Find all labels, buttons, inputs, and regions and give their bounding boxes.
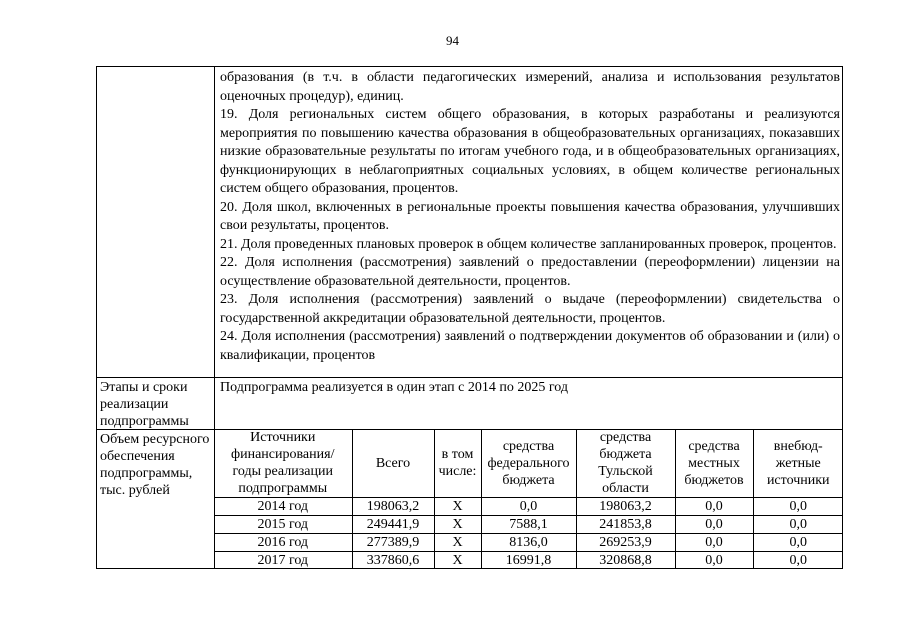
cell-total: 337860,6 xyxy=(352,552,434,570)
header-including: в том числе: xyxy=(434,429,481,498)
header-extrabudget: внебюд-жетные источники xyxy=(753,429,843,498)
table-row xyxy=(214,498,843,516)
cell-regional: 320868,8 xyxy=(576,552,675,570)
header-total: Всего xyxy=(352,429,434,498)
cell-extrabudget: 0,0 xyxy=(753,552,843,570)
cell-including: X xyxy=(434,516,481,534)
cell-regional: 241853,8 xyxy=(576,516,675,534)
funding-table xyxy=(214,429,843,569)
cell-year: 2016 год xyxy=(214,534,352,552)
funding-label: Объем ресурсного обеспечения подпрограммы, тыс. рублей xyxy=(100,432,210,498)
cell-including: X xyxy=(434,498,481,516)
cell-regional: 269253,9 xyxy=(576,534,675,552)
stages-value: Подпрограмма реализуется в один этап с 2014 по 2025 год xyxy=(220,380,568,395)
document-table xyxy=(96,66,843,569)
table-row xyxy=(214,552,843,570)
cell-local: 0,0 xyxy=(675,552,753,570)
cell-year: 2015 год xyxy=(214,516,352,534)
cell-federal: 16991,8 xyxy=(481,552,576,570)
cell-regional: 198063,2 xyxy=(576,498,675,516)
indicator-continuation: образования (в т.ч. в области педагогических измерений, анализа и использования результатов оценочных процедур), единиц. xyxy=(220,70,840,104)
cell-total: 249441,9 xyxy=(352,516,434,534)
cell-federal: 8136,0 xyxy=(481,534,576,552)
cell-federal: 7588,1 xyxy=(481,516,576,534)
header-regional: средства бюджета Тульской области xyxy=(576,429,675,498)
page-number: 94 xyxy=(446,33,459,48)
cell-total: 277389,9 xyxy=(352,534,434,552)
table-row xyxy=(214,534,843,552)
cell-local: 0,0 xyxy=(675,516,753,534)
header-sources: Источники финансирования/ годы реализации подпрограммы xyxy=(214,429,352,498)
indicators-list xyxy=(220,69,840,365)
header-federal: средства федерального бюджета xyxy=(481,429,576,498)
header-local: средства местных бюджетов xyxy=(675,429,753,498)
indicator-21: 21. Доля проведенных плановых проверок в общем количестве запланированных проверок, процентов. xyxy=(220,236,837,252)
stages-label: Этапы и сроки реализации подпрограммы xyxy=(100,380,189,429)
table-row xyxy=(214,516,843,534)
cell-local: 0,0 xyxy=(675,534,753,552)
funding-header-row xyxy=(214,429,843,498)
indicator-22: 22. Доля исполнения (рассмотрения) заявлений о предоставлении (переоформлении) лицензии на осуществление образовательной деятельности, процентов. xyxy=(220,255,840,289)
cell-total: 198063,2 xyxy=(352,498,434,516)
cell-federal: 0,0 xyxy=(481,498,576,516)
indicator-24: 24. Доля исполнения (рассмотрения) заявлений о подтверждении документов об образовании и (или) о квалификации, процентов xyxy=(220,329,840,363)
cell-including: X xyxy=(434,534,481,552)
cell-year: 2017 год xyxy=(214,552,352,570)
cell-extrabudget: 0,0 xyxy=(753,516,843,534)
indicator-23: 23. Доля исполнения (рассмотрения) заявлений о выдаче (переоформлении) свидетельства о государственной аккредитации образовательной деятельности, процентов. xyxy=(220,292,840,326)
cell-local: 0,0 xyxy=(675,498,753,516)
cell-extrabudget: 0,0 xyxy=(753,498,843,516)
cell-including: X xyxy=(434,552,481,570)
indicator-19: 19. Доля региональных систем общего образования, в которых разработаны и реализуются мероприятия по повышению качества образования в общеобразовательных организациях, показавших низкие образовательные результаты по итогам учебного года, и в общеобразовательных организациях, функционирующих в неблагоприятных социальных условиях, в общем количестве региональных систем общего образования, процентов. xyxy=(220,107,840,196)
row-divider xyxy=(97,377,842,378)
cell-year: 2014 год xyxy=(214,498,352,516)
cell-extrabudget: 0,0 xyxy=(753,534,843,552)
indicator-20: 20. Доля школ, включенных в региональные проекты повышения качества образования, улучшивших свои результаты, процентов. xyxy=(220,199,840,233)
